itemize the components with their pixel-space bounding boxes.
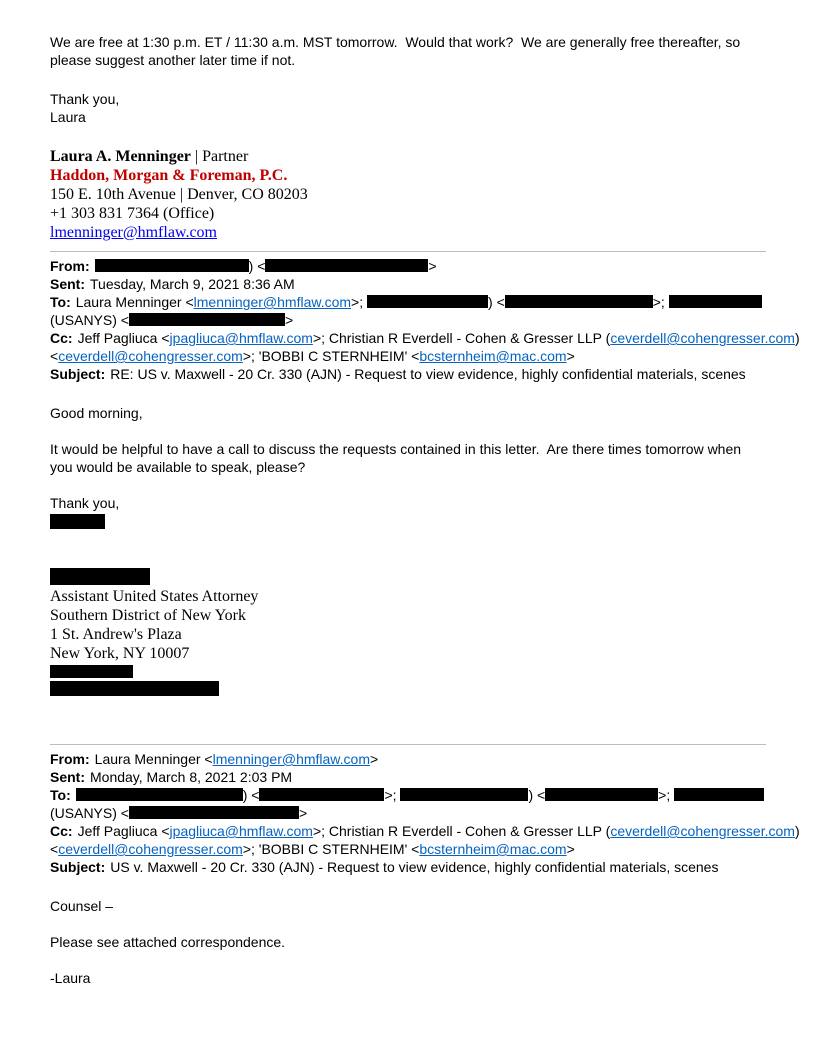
cc-email-link[interactable]: ceverdell@cohengresser.com bbox=[610, 330, 795, 346]
header-cc-line bbox=[50, 822, 800, 840]
redaction-bar bbox=[50, 514, 105, 529]
cc-text: > bbox=[566, 841, 575, 857]
cc-text: >; Christian R Everdell - Cohen & Gresser LLP ( bbox=[312, 823, 611, 839]
from-label: From: bbox=[50, 258, 90, 274]
email3-header bbox=[50, 750, 800, 876]
header-sent-line bbox=[50, 275, 766, 293]
from-label: From: bbox=[50, 751, 90, 767]
from-separator: ) < bbox=[248, 258, 266, 274]
email2-body-paragraph: It would be helpful to have a call to discuss the requests contained in this letter. Are there times tomorrow when you would be available to speak, please? bbox=[50, 441, 745, 475]
to-separator: >; bbox=[658, 787, 675, 803]
usanys-close: > bbox=[284, 312, 294, 328]
redaction-bar bbox=[76, 788, 243, 801]
signature-phone: +1 303 831 7364 (Office) bbox=[50, 205, 215, 222]
header-from-line bbox=[50, 257, 766, 275]
redaction-bar bbox=[674, 788, 764, 801]
cc-text: >; 'BOBBI C STERNHEIM' < bbox=[242, 841, 420, 857]
cc-email-link[interactable]: jpagliuca@hmflaw.com bbox=[169, 823, 313, 839]
redaction-bar bbox=[50, 568, 150, 585]
cc-label: Cc: bbox=[50, 823, 73, 839]
usanys-text: (USANYS) < bbox=[50, 312, 129, 328]
to-separator: >; bbox=[351, 294, 368, 310]
message-divider bbox=[50, 744, 766, 745]
to-label: To: bbox=[50, 294, 71, 310]
cc-text: > bbox=[566, 348, 575, 364]
cc-text: Jeff Pagliuca < bbox=[77, 823, 170, 839]
to-recipient: Laura Menninger < bbox=[75, 294, 194, 310]
redaction-bar bbox=[259, 788, 384, 801]
header-from-line bbox=[50, 750, 766, 768]
cc-text: < bbox=[50, 348, 59, 364]
subject-value: US v. Maxwell - 20 Cr. 330 (AJN) - Request to view evidence, highly confidential materials, scenes bbox=[110, 859, 719, 875]
to-separator: ) < bbox=[528, 787, 546, 803]
redaction-bar bbox=[505, 295, 653, 308]
signature-block-menninger bbox=[50, 147, 766, 242]
email3-signoff: -Laura bbox=[50, 970, 91, 986]
email3-greeting: Counsel – bbox=[50, 898, 114, 914]
email1-body-paragraph: We are free at 1:30 p.m. ET / 11:30 a.m. MST tomorrow. Would that work? We are generally free thereafter, so please suggest another later time if not. bbox=[50, 34, 745, 68]
cc-text: ) bbox=[794, 330, 800, 346]
sent-value: Monday, March 8, 2021 2:03 PM bbox=[90, 769, 293, 785]
signature-address1: 1 St. Andrew's Plaza bbox=[50, 626, 182, 643]
header-subject-line bbox=[50, 858, 766, 876]
cc-text: < bbox=[50, 841, 59, 857]
sent-value: Tuesday, March 9, 2021 8:36 AM bbox=[90, 276, 295, 292]
redaction-bar bbox=[367, 295, 488, 308]
signature-address2: New York, NY 10007 bbox=[50, 645, 190, 662]
header-sent-line bbox=[50, 768, 766, 786]
email2-greeting: Good morning, bbox=[50, 405, 143, 421]
from-sender: Laura Menninger < bbox=[94, 751, 213, 767]
cc-email-link[interactable]: bcsternheim@mac.com bbox=[419, 348, 567, 364]
redaction-bar bbox=[669, 295, 762, 308]
cc-text: >; 'BOBBI C STERNHEIM' < bbox=[242, 348, 420, 364]
cc-email-link[interactable]: ceverdell@cohengresser.com bbox=[58, 841, 243, 857]
cc-label: Cc: bbox=[50, 330, 73, 346]
header-to-wrap-line bbox=[50, 311, 766, 329]
to-separator: ) < bbox=[242, 787, 260, 803]
cc-email-link[interactable]: jpagliuca@hmflaw.com bbox=[169, 330, 313, 346]
sent-label: Sent: bbox=[50, 276, 85, 292]
usanys-close: > bbox=[298, 805, 308, 821]
redaction-bar bbox=[545, 788, 658, 801]
subject-value: RE: US v. Maxwell - 20 Cr. 330 (AJN) - Request to view evidence, highly confidential materials, scenes bbox=[110, 366, 746, 382]
redaction-bar bbox=[50, 665, 133, 678]
cc-email-link[interactable]: ceverdell@cohengresser.com bbox=[610, 823, 795, 839]
redaction-bar bbox=[265, 259, 428, 272]
message-divider bbox=[50, 251, 766, 252]
signature-email-link[interactable]: lmenninger@hmflaw.com bbox=[50, 224, 217, 241]
usanys-text: (USANYS) < bbox=[50, 805, 129, 821]
redaction-bar bbox=[50, 681, 219, 696]
signature-email-line bbox=[50, 223, 766, 242]
redaction-bar bbox=[129, 806, 299, 819]
redacted-sender-name bbox=[50, 514, 766, 532]
subject-label: Subject: bbox=[50, 859, 106, 875]
cc-text: >; Christian R Everdell - Cohen & Gresser LLP ( bbox=[312, 330, 611, 346]
header-to-wrap-line bbox=[50, 804, 766, 822]
to-email-link[interactable]: lmenninger@hmflaw.com bbox=[193, 294, 352, 310]
from-email-link[interactable]: lmenninger@hmflaw.com bbox=[212, 751, 370, 767]
signature-block-ausa bbox=[50, 568, 766, 696]
email2-closing: Thank you, bbox=[50, 495, 120, 511]
header-to-line bbox=[50, 293, 766, 311]
cc-email-link[interactable]: ceverdell@cohengresser.com bbox=[58, 348, 243, 364]
signature-address: 150 E. 10th Avenue | Denver, CO 80203 bbox=[50, 186, 308, 203]
header-subject-line bbox=[50, 365, 766, 383]
to-separator: >; bbox=[652, 294, 669, 310]
to-separator: >; bbox=[384, 787, 401, 803]
header-cc-line bbox=[50, 329, 800, 347]
redaction-bar bbox=[400, 788, 528, 801]
sent-label: Sent: bbox=[50, 769, 85, 785]
redaction-bar bbox=[129, 313, 285, 326]
subject-label: Subject: bbox=[50, 366, 106, 382]
header-to-line bbox=[50, 786, 766, 804]
email1-closing: Thank you, bbox=[50, 91, 120, 107]
signature-name-line bbox=[50, 147, 766, 166]
signature-firm: Haddon, Morgan & Foreman, P.C. bbox=[50, 167, 288, 184]
header-cc-wrap-line bbox=[50, 840, 766, 858]
cc-email-link[interactable]: bcsternheim@mac.com bbox=[419, 841, 567, 857]
email1-signoff: Laura bbox=[50, 109, 86, 125]
header-cc-wrap-line bbox=[50, 347, 766, 365]
redaction-bar bbox=[95, 259, 249, 272]
from-close: > bbox=[428, 258, 437, 274]
email2-header bbox=[50, 257, 800, 383]
signature-title: Assistant United States Attorney bbox=[50, 588, 259, 605]
to-label: To: bbox=[50, 787, 71, 803]
from-close: > bbox=[369, 751, 379, 767]
signature-name: Laura A. Menninger bbox=[50, 148, 191, 165]
cc-text: ) bbox=[794, 823, 800, 839]
cc-text: Jeff Pagliuca < bbox=[77, 330, 170, 346]
signature-title: | Partner bbox=[190, 148, 249, 165]
to-separator: ) < bbox=[488, 294, 505, 310]
signature-district: Southern District of New York bbox=[50, 607, 246, 624]
email3-body: Please see attached correspondence. bbox=[50, 934, 286, 950]
